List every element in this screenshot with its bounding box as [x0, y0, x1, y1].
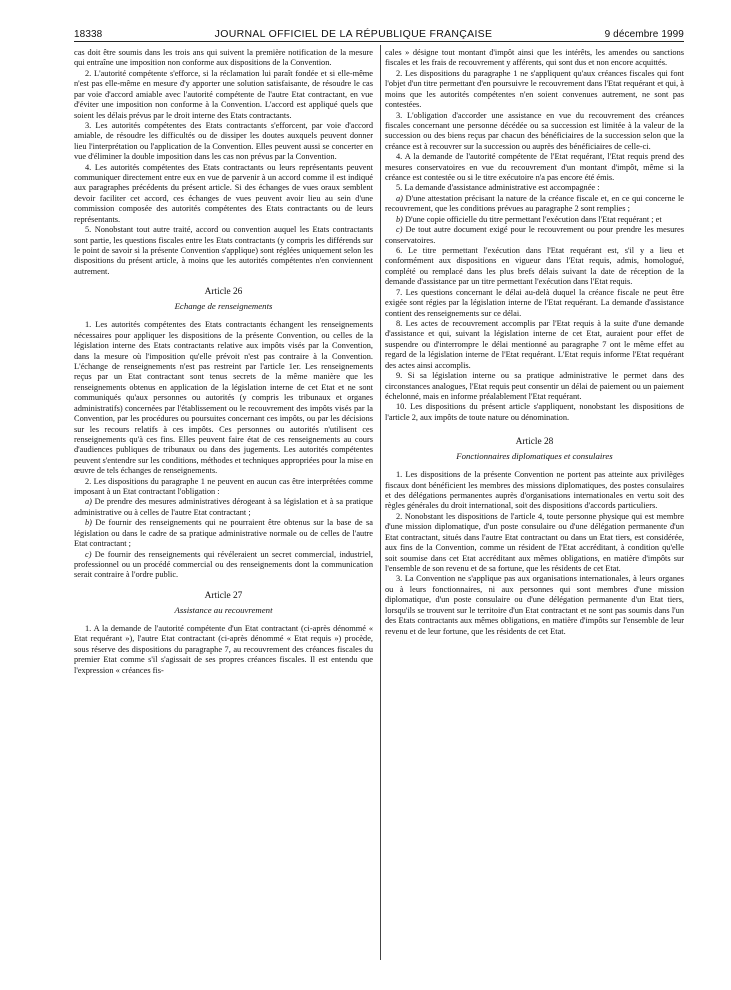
list-label: c)	[396, 225, 403, 235]
issue-date: 9 décembre 1999	[604, 29, 684, 40]
paragraph: 4. A la demande de l'autorité compétente de l'Etat requérant, l'Etat requis prend des mesures conservatoires en vue du recouvrement d'un montant d'impôt, même si la créance est contestée ou si le titre exécutoire n'a pas encore été émis.	[385, 152, 684, 183]
spacer	[385, 423, 684, 427]
list-label: b)	[396, 214, 403, 224]
header-rule	[74, 41, 684, 42]
paragraph: 3. L'obligation d'accorder une assistance en vue du recouvrement des créances fiscales concernant une personne décédée ou sa succession est limitée à la valeur de la succession ou des biens reçus par chacun des bénéficiaires de la succession selon que la créance est à recouvrer sur la succession ou auprès des bénéficiaires de celle-ci.	[385, 110, 684, 151]
paragraph: 6. Le titre permettant l'exécution dans l'Etat requérant est, s'il y a lieu et conformément aux dispositions en vigueur dans l'Etat requis, admis, homologué, complété ou remplacé dans les plus brefs délais suivant la date de réception de la demande d'assistance par un titre permettant l'exécution dans l'Etat requis.	[385, 246, 684, 287]
page-header	[74, 24, 684, 40]
paragraph: 1. A la demande de l'autorité compétente d'un Etat contractant (ci-après dénommé « Etat requérant »), l'autre Etat contractant (ci-après dénommé « Etat requis ») procède, sous réserve des dispositions du paragraphe 7, au recouvrement des créances fiscales du premier Etat comme s'il s'agissait de ses propres créances fiscales. Il est entendu que l'expression « créances fis-	[74, 623, 373, 675]
list-item	[74, 518, 373, 549]
paragraph: 10. Les dispositions du présent article s'appliquent, nonobstant les dispositions de l'article 2, aux impôts de toute nature ou dénomination.	[385, 402, 684, 422]
article-28-title: Article 28	[515, 437, 554, 448]
paragraph: 5. La demande d'assistance administrative est accompagnée :	[396, 183, 600, 193]
list-text: D'une attestation précisant la nature de la créance fiscale et, en ce qui concerne le recouvrement, que les conditions prévues au paragraphe 2 sont remplies ;	[385, 193, 684, 214]
article-26-title: Article 26	[204, 287, 243, 298]
list-item	[385, 215, 684, 225]
paragraph: 2. Les dispositions du paragraphe 1 ne s'appliquent qu'aux créances fiscales qui font l'objet d'un titre permettant d'en poursuivre le recouvrement dans l'Etat requérant et qui, à moins que les autorités compétentes n'en soient convenues autrement, ne sont pas contestées.	[385, 68, 684, 110]
paragraph: 7. Les questions concernant le délai au-delà duquel la créance fiscale ne peut être exigée sont régies par la législation interne de l'Etat requérant. La demande d'assistance contient des renseignements sur ce délai.	[385, 287, 684, 318]
list-text: De prendre des mesures administratives dérogeant à sa législation et à sa pratique administrative ou à celles de l'autre Etat contractant ;	[74, 497, 373, 517]
paragraph: 9. Si sa législation interne ou sa pratique administrative le permet dans des circonstances analogues, l'Etat requis peut consentir un délai de paiement ou un paiement échelonné, mais en informe préalablement l'Etat requérant.	[385, 371, 684, 401]
list-label: a)	[85, 497, 92, 507]
left-column	[74, 48, 373, 676]
paragraph: 8. Les actes de recouvrement accomplis par l'Etat requis à la suite d'une demande d'assistance et qui, suivant la législation interne de cet Etat, auraient pour effet de suspendre ou d'interrompre le délai mentionné au paragraphe 7 ont le même effet au regard de la législation interne de l'Etat requérant. L'Etat requis informe l'Etat requérant des actes ainsi accomplis.	[385, 318, 684, 370]
list-text: De tout autre document exigé pour le recouvrement ou pour prendre les mesures conservatoires.	[385, 225, 685, 245]
paragraph: 4. Les autorités compétentes des Etats contractants ou leurs représentants peuvent communiquer directement entre eux en vue de parvenir à un accord comme il est indiqué aux paragraphes précédents du présent article. Si des échanges de vues oraux semblent devoir faciliter cet accord, ces échanges de vues peuvent avoir lieu au sein d'une commission composée des autorités compétentes des Etats contractants ou de leurs représentants.	[74, 162, 373, 224]
column-divider	[380, 45, 381, 960]
paragraph: cales » désigne tout montant d'impôt ainsi que les intérêts, les amendes ou sanctions fiscales et les frais de recouvrement y afférents, qui sont dus et non encore acquittés.	[385, 48, 684, 68]
page-number: 18338	[74, 29, 103, 40]
paragraph: 2. L'autorité compétente s'efforce, si la réclamation lui paraît fondée et si elle-même n'est pas elle-même en mesure d'y apporter une solution satisfaisante, de résoudre le cas par voie d'accord amiable avec l'autorité compétente de l'autre Etat contractant, en vue d'éviter une imposition non conforme à la Convention. L'accord est appliqué quels que soient les délais prévus par le droit interne des Etats contractants.	[74, 68, 373, 120]
paragraph: 5. Nonobstant tout autre traité, accord ou convention auquel les Etats contractants sont partie, les questions fiscales entre les Etats contractants (y compris les différends sur le point de savoir si la présente Convention s'applique) sont réglées uniquement selon les dispositions du présent article, à moins que les autorités compétentes n'en conviennent autrement.	[74, 225, 373, 276]
paragraph: 1. Les autorités compétentes des Etats contractants échangent les renseignements nécessaires pour appliquer les dispositions de la présente Convention, ou celles de la législation interne des Etats contractants relative aux impôts visés par la Convention, dans la mesure où l'imposition qu'elle prévoit n'est pas contraire à la Convention. L'échange de renseignements n'est pas restreint par l'article 1er. Les renseignements reçus par un Etat contractant sont tenus secrets de la même manière que les renseignements obtenus en application de la législation interne de cet Etat et ne sont communiqués qu'aux personnes ou autorités (y compris les tribunaux et organes administratifs) concernées par l'établissement ou le recouvrement des impôts visés par la Convention, par les procédures ou poursuites concernant ces impôts, ou par les décisions sur les recours relatifs à ces impôts. Ces personnes ou autorités n'utilisent ces renseignements qu'à ces fins. Elles peuvent faire état de ces renseignements au cours d'audiences publiques de tribunaux ou dans des jugements. Les autorités compétentes peuvent s'entendre sur les conditions, méthodes et techniques appropriées pour la mise en œuvre de tels échanges de renseignements.	[74, 320, 373, 476]
journal-title: JOURNAL OFFICIEL DE LA RÉPUBLIQUE FRANÇAISE	[214, 28, 493, 40]
list-item	[385, 225, 684, 246]
article-27-subtitle: Assistance au recouvrement	[174, 604, 273, 615]
paragraph: 2. Nonobstant les dispositions de l'article 4, toute personne physique qui est membre d'une mission diplomatique, d'un poste consulaire ou d'une délégation permanente d'un Etat contractant, situés dans l'autre Etat contractant ou dans un Etat tiers, est considérée, aux fins de la Convention, comme un résident de l'Etat accréditant, à condition qu'elle soit soumise dans cet Etat accréditant aux mêmes obligations, en matière d'impôts sur l'ensemble de son revenu et de sa fortune, que les résidents de cet Etat.	[385, 511, 684, 573]
paragraph: 3. Les autorités compétentes des Etats contractants s'efforcent, par voie d'accord amiable, de résoudre les difficultés ou de dissiper les doutes auxquels peuvent donner lieu l'interprétation ou l'application de la Convention. Elles peuvent aussi se concerter en vue d'éliminer la double imposition dans les cas non prévus par la Convention.	[74, 120, 373, 162]
list-label: c)	[85, 549, 92, 559]
list-label: b)	[85, 518, 92, 528]
list-item	[385, 194, 684, 215]
list-label: a)	[396, 193, 403, 203]
article-28-subtitle: Fonctionnaires diplomatiques et consulaires	[456, 451, 613, 462]
list-text: D'une copie officielle du titre permettant l'exécution dans l'Etat requérant ; et	[405, 214, 662, 224]
paragraph: 2. Les dispositions du paragraphe 1 ne peuvent en aucun cas être interprétées comme imposant à un Etat contractant l'obligation :	[74, 476, 373, 497]
paragraph: cas doit être soumis dans les trois ans qui suivent la première notification de la mesure qui entraîne une imposition non conforme aux dispositions de la Convention.	[74, 48, 373, 68]
list-item	[74, 550, 373, 581]
article-26-subtitle: Echange de renseignements	[174, 301, 273, 312]
paragraph: 3. La Convention ne s'applique pas aux organisations internationales, à leurs organes ou à leurs fonctionnaires, ni aux personnes qui sont membres d'une mission diplomatique, d'un poste consulaire ou d'une délégation permanente d'un Etat tiers, lorsqu'ils se trouvent sur le territoire d'un Etat contractant et ne sont pas soumis dans l'un des Etats contractants aux mêmes obligations, en matière d'impôts sur l'ensemble de leur revenu et de leur fortune, que les résidents de cet Etat.	[385, 574, 684, 636]
list-text: De fournir des renseignements qui ne pourraient être obtenus sur la base de sa législation ou dans le cadre de sa pratique administrative normale ou de celles de l'autre Etat contractant ;	[74, 518, 373, 549]
list-item	[74, 497, 373, 518]
list-text: De fournir des renseignements qui révéleraient un secret commercial, industriel, professionnel ou un procédé commercial ou des renseignements dont la communication serait contraire à l'ordre public.	[74, 549, 373, 580]
article-27-title: Article 27	[204, 590, 243, 601]
right-column	[385, 48, 684, 637]
paragraph: 1. Les dispositions de la présente Convention ne portent pas atteinte aux privilèges fiscaux dont bénéficient les membres des missions diplomatiques, des postes consulaires et des délégations permanentes auprès d'organisations internationales en vertu soit des règles générales du droit international, soit des dispositions d'accords particuliers.	[385, 470, 684, 511]
